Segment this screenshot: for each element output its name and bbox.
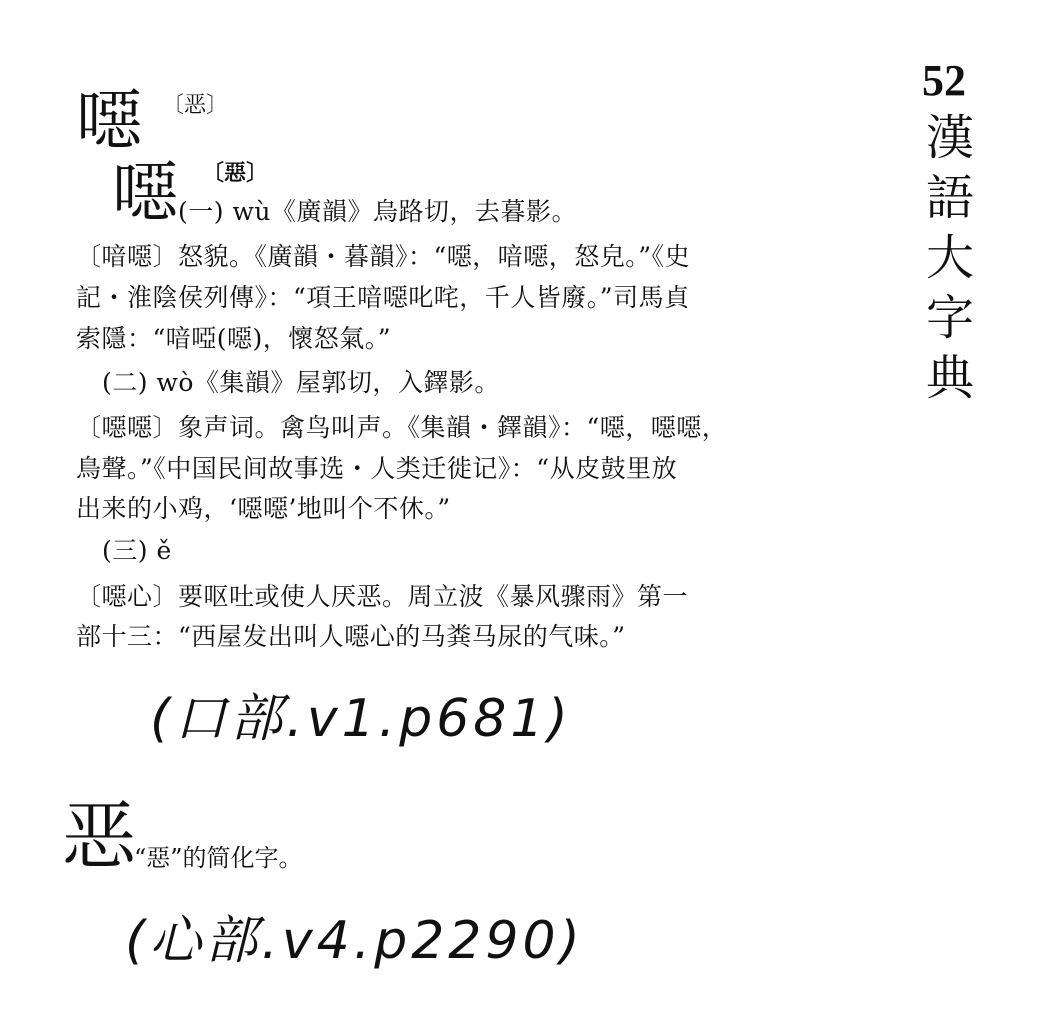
title-char: 大 <box>925 230 974 286</box>
head-character: 噁 <box>76 82 142 159</box>
definition-text: “惡”的简化字。 <box>134 844 303 872</box>
entry-line: (三) ě <box>102 536 172 565</box>
head-character: 噁 <box>112 154 178 231</box>
head-character: 恶 <box>62 794 136 880</box>
entry-line: (二) wò《集韻》屋郭切，入鐸影。 <box>102 368 500 397</box>
entry-line: 鳥聲。”《中国民间故事选・人类迁徙记》：“从皮鼓里放 <box>76 454 678 483</box>
title-char: 字 <box>925 290 974 346</box>
entry-line: 索隱：“喑啞(噁)，懷怒氣。” <box>76 324 392 353</box>
handwritten-reference: (心部.v4.p2290) <box>125 911 584 971</box>
entry-line: 〔喑噁〕怒貌。《廣韻・暮韻》：“噁，喑噁，怒皃。”《史 <box>76 242 691 271</box>
variant-form: 〔惡〕 <box>202 160 269 186</box>
entry-line: (一) wù《廣韻》烏路切，去暮影。 <box>178 197 577 226</box>
entry-line: 出来的小鸡，‘噁噁’地叫个不休。” <box>76 494 451 523</box>
volume-number: 52 <box>922 56 966 105</box>
handwritten-reference: (口部.v1.p681) <box>150 689 572 749</box>
title-char: 典 <box>925 350 974 406</box>
entry-line: 〔噁心〕要呕吐或使人厌恶。周立波《暴风骤雨》第一 <box>76 582 689 611</box>
dictionary-title <box>920 108 980 408</box>
entry-line: 部十三：“西屋发出叫人噁心的马粪马尿的气味。” <box>76 622 626 651</box>
variant-form: 〔恶〕 <box>162 93 229 118</box>
entry-line: 〔噁噁〕象声词。禽鸟叫声。《集韻・鐸韻》：“噁，噁噁， <box>76 413 728 442</box>
title-char: 語 <box>925 170 974 226</box>
title-char: 漢 <box>925 110 974 166</box>
entry-line: 記・淮陰侯列傳》：“項王喑噁叱咤，千人皆廢。”司馬貞 <box>76 283 690 312</box>
